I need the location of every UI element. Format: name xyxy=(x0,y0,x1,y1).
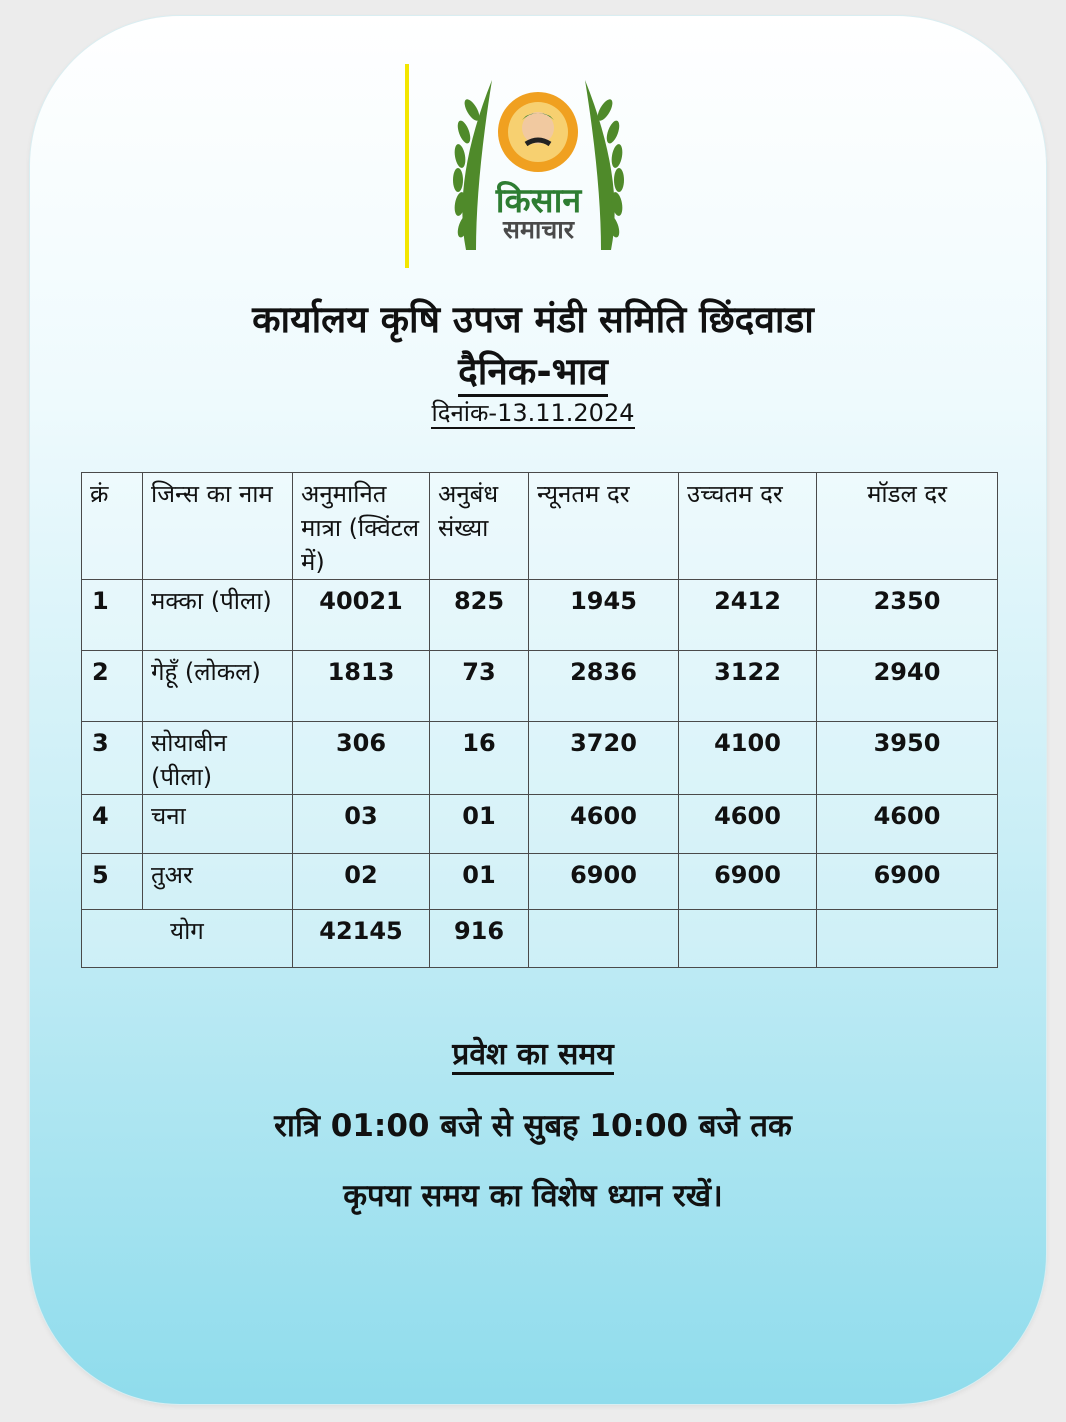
total-contracts: 916 xyxy=(430,910,529,968)
office-title: कार्यालय कृषि उपज मंडी समिति छिंदवाडा xyxy=(252,298,814,341)
table-header-row xyxy=(82,473,998,580)
kisan-samachar-logo xyxy=(446,70,631,262)
table-row: 3 सोयाबीन (पीला) 306 16 3720 4100 3950 xyxy=(82,722,998,795)
table-row: 5 तुअर 02 01 6900 6900 6900 xyxy=(82,854,998,910)
entry-time: रात्रि 01:00 बजे से सुबह 10:00 बजे तक xyxy=(274,1108,792,1144)
logo-text-samachar: समाचार xyxy=(503,215,574,244)
page-title: दैनिक-भाव xyxy=(0,344,1066,395)
logo-divider-line xyxy=(405,64,409,268)
col-model-rate: मॉडल दर xyxy=(817,473,998,580)
total-label: योग xyxy=(82,910,293,968)
col-max-rate: उच्चतम दर xyxy=(679,473,817,580)
date-line: दिनांक-13.11.2024 xyxy=(431,399,635,427)
table-row: 2 गेहूँ (लोकल) 1813 73 2836 3122 2940 xyxy=(82,651,998,722)
rates-table xyxy=(81,472,998,968)
col-min-rate: न्यूनतम दर xyxy=(529,473,679,580)
col-quantity: अनुमानित मात्रा (क्विंटल में) xyxy=(293,473,430,580)
table-row: 4 चना 03 01 4600 4600 4600 xyxy=(82,795,998,854)
attention-note: कृपया समय का विशेष ध्यान रखें। xyxy=(343,1178,723,1214)
col-serial: क्रं xyxy=(82,473,143,580)
table-total-row xyxy=(82,910,998,968)
entry-heading: प्रवेश का समय xyxy=(0,1032,1066,1073)
col-commodity: जिन्स का नाम xyxy=(143,473,293,580)
logo-text-kisan: किसान xyxy=(495,181,582,221)
col-contracts: अनुबंध संख्या xyxy=(430,473,529,580)
table-row: 1 मक्का (पीला) 40021 825 1945 2412 2350 xyxy=(82,580,998,651)
total-quantity: 42145 xyxy=(293,910,430,968)
